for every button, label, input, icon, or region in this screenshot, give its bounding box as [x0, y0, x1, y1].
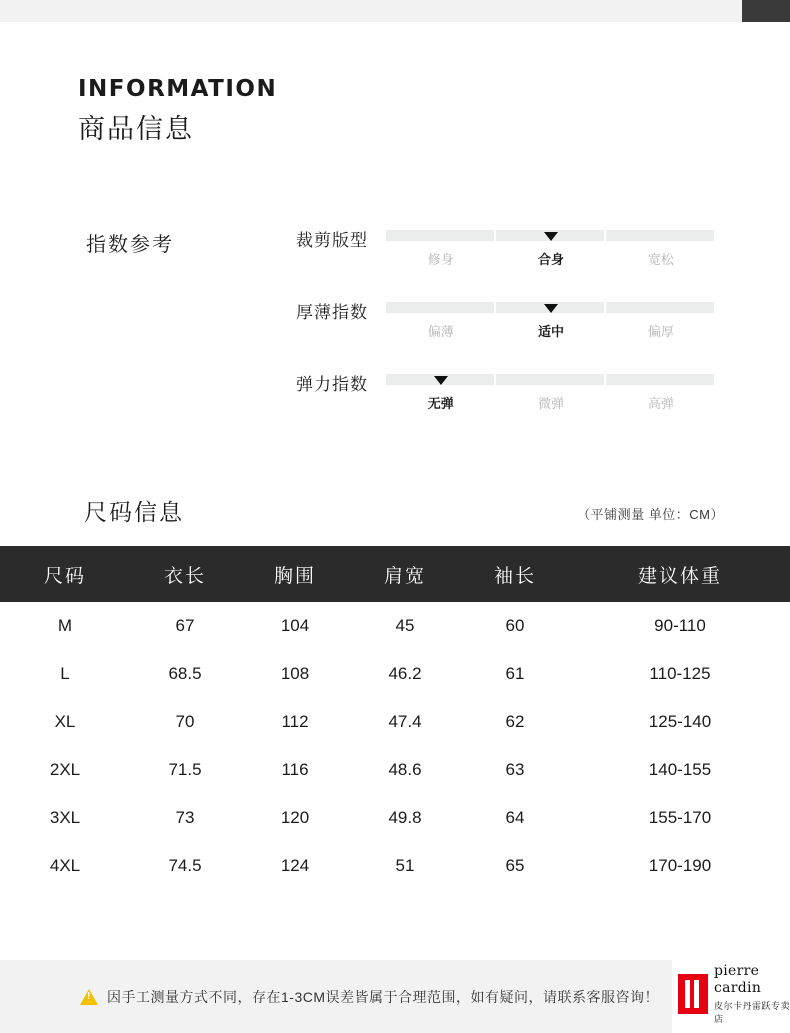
index-tick-label-active: 适中 [537, 324, 565, 339]
footer-note-row [80, 987, 659, 1007]
index-tick-label-active: 合身 [537, 252, 565, 267]
table-cell: 47.4 [350, 698, 460, 746]
index-bar [386, 230, 716, 241]
top-bar [0, 0, 790, 22]
table-cell: 108 [240, 650, 350, 698]
table-cell: 51 [350, 842, 460, 890]
index-row-label: 裁剪版型 [296, 231, 368, 250]
warning-icon [80, 989, 98, 1005]
table-cell: 2XL [0, 746, 130, 794]
table-cell: 3XL [0, 794, 130, 842]
index-tick-label-active: 无弹 [427, 396, 454, 411]
table-row [0, 602, 790, 650]
table-cell: 68.5 [130, 650, 240, 698]
table-cell: 125-140 [570, 698, 790, 746]
index-tick-label: 偏厚 [647, 324, 674, 339]
table-cell: 63 [460, 746, 570, 794]
size-unit-note: （平铺测量 单位：CM） [577, 507, 724, 522]
brand-name: pierre cardin [714, 962, 762, 996]
table-cell: 90-110 [570, 602, 790, 650]
index-segment [606, 230, 714, 241]
page-title-cn: 商品信息 [78, 114, 194, 144]
index-segment [606, 374, 714, 385]
brand-logo [672, 955, 790, 1033]
table-header-cell: 衣长 [130, 546, 240, 602]
index-bar [386, 302, 716, 313]
index-marker-icon [434, 376, 448, 385]
table-header-cell: 肩宽 [350, 546, 460, 602]
index-row-label: 厚薄指数 [296, 303, 368, 322]
index-reference-label: 指数参考 [86, 234, 174, 256]
index-tick-label: 偏薄 [427, 324, 454, 339]
table-cell: 62 [460, 698, 570, 746]
index-marker-icon [544, 232, 558, 241]
index-tick-label: 微弹 [537, 396, 565, 411]
table-header-cell: 建议体重 [570, 546, 790, 602]
size-info-title: 尺码信息 [84, 499, 184, 525]
index-bar-wrap [386, 284, 716, 343]
table-cell: 60 [460, 602, 570, 650]
table-cell: 61 [460, 650, 570, 698]
brand-text [714, 963, 790, 1026]
brand-store-name: 皮尔卡丹雷跃专卖店 [714, 1001, 790, 1025]
table-cell: 116 [240, 746, 350, 794]
index-row-fit [268, 212, 718, 284]
index-tick-label: 宽松 [647, 252, 674, 267]
index-bar-wrap [386, 356, 716, 415]
table-cell: 104 [240, 602, 350, 650]
table-header-cell: 尺码 [0, 546, 130, 602]
table-row [0, 842, 790, 890]
index-ticks [386, 249, 716, 271]
table-header-cell: 袖长 [460, 546, 570, 602]
table-cell: 140-155 [570, 746, 790, 794]
information-header [78, 78, 277, 145]
index-row-label: 弹力指数 [296, 375, 368, 394]
table-cell: 71.5 [130, 746, 240, 794]
index-segment [386, 230, 494, 241]
table-cell: 45 [350, 602, 460, 650]
table-cell: 155-170 [570, 794, 790, 842]
table-cell: 65 [460, 842, 570, 890]
index-ticks [386, 321, 716, 343]
table-cell: 4XL [0, 842, 130, 890]
index-reference-rows [268, 212, 718, 428]
index-ticks [386, 393, 716, 415]
table-cell: XL [0, 698, 130, 746]
table-cell: 170-190 [570, 842, 790, 890]
footer-note-text: 因手工测量方式不同，存在1-3CM误差皆属于合理范围，如有疑问，请联系客服咨询！ [107, 989, 660, 1005]
table-cell: 112 [240, 698, 350, 746]
index-segment [606, 302, 714, 313]
index-marker-icon [544, 304, 558, 313]
pierre-cardin-logo-icon [678, 974, 708, 1014]
table-cell: 110-125 [570, 650, 790, 698]
table-cell: 49.8 [350, 794, 460, 842]
size-table [0, 546, 790, 890]
index-tick-label: 修身 [427, 252, 454, 267]
top-bar-inner [0, 0, 742, 22]
table-cell: 70 [130, 698, 240, 746]
table-cell: 46.2 [350, 650, 460, 698]
table-header-row [0, 546, 790, 602]
index-tick-label: 高弹 [647, 396, 674, 411]
table-cell: 120 [240, 794, 350, 842]
table-cell: 74.5 [130, 842, 240, 890]
index-bar [386, 374, 716, 385]
table-cell: 73 [130, 794, 240, 842]
index-row-elasticity [268, 356, 718, 428]
table-row [0, 698, 790, 746]
table-header-cell: 胸围 [240, 546, 350, 602]
index-row-thickness [268, 284, 718, 356]
table-row [0, 794, 790, 842]
table-cell: 48.6 [350, 746, 460, 794]
table-row [0, 650, 790, 698]
index-segment [496, 374, 604, 385]
table-cell: M [0, 602, 130, 650]
table-cell: L [0, 650, 130, 698]
page-title-en: INFORMATION [78, 76, 278, 102]
index-segment [386, 302, 494, 313]
table-cell: 64 [460, 794, 570, 842]
table-row [0, 746, 790, 794]
index-bar-wrap [386, 212, 716, 271]
table-cell: 124 [240, 842, 350, 890]
table-cell: 67 [130, 602, 240, 650]
